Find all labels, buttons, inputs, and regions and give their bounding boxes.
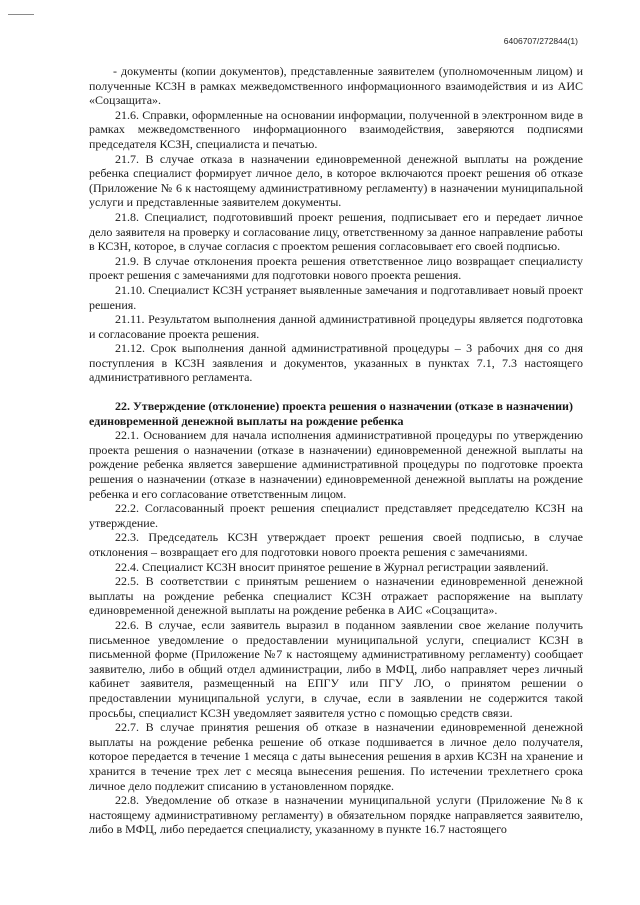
paragraph-22-2: 22.2. Согласованный проект решения специалист представляет председателю КСЗН на утверждение. bbox=[89, 501, 583, 530]
section-22-title-line2: единовременной денежной выплаты на рождение ребенка bbox=[89, 413, 404, 428]
paragraph-21-10: 21.10. Специалист КСЗН устраняет выявленные замечания и подготавливает новый проект решения. bbox=[89, 282, 583, 312]
paragraph-22-3: 22.3. Председатель КСЗН утверждает проект решения своей подписью, в случае отклонения – возвращает его для подготовки нового проекта решения с замечаниями. bbox=[89, 530, 583, 559]
paragraph-22-8: 22.8. Уведомление об отказе в назначении муниципальной услуги (Приложение №8 к настоящему административному регламенту) в обязательном порядке направляется заявителю, либо в МФЦ, либо передается специалисту, указанному в пункте 16.7 настоящего bbox=[89, 793, 583, 837]
paragraph-22-7: 22.7. В случае принятия решения об отказе в назначении единовременной денежной выплаты на рождение ребенка решение об отказе подшивается в личное дело получателя, которое передается в течение 1 месяца с даты вынесения решения в архив КСЗН на хранение и хранится в течение трех лет с месяца вынесения решения. По истечении трехлетнего срока личное дело подлежит списанию в установленном порядке. bbox=[89, 720, 583, 793]
paragraph-documents: - документы (копии документов), представленные заявителем (уполномоченным лицом) и полученные КСЗН в рамках межведомственного информационного взаимодействия и из АИС «Соцзащита». bbox=[89, 64, 583, 108]
paragraph-21-8: 21.8. Специалист, подготовивший проект решения, подписывает его и передает личное дело заявителя на проверку и согласование лицу, ответственному за данное направление работы в КСЗН, которое, в случае согласия с проектом решения согласовывает его своей подписью. bbox=[89, 209, 583, 254]
paragraph-22-6: 22.6. В случае, если заявитель выразил в поданном заявлении свое желание получить письменное уведомление о предоставлении муниципальной услуги, специалист КСЗН в письменной форме (Приложение №7 к настоящему административному регламенту) сообщает заявителю, либо в общий отдел администрации, либо в МФЦ, либо направляет через личный кабинет заявителя, размещенный на ЕПГУ или ПГУ ЛО, о принятом решении о предоставлении муниципальной услуги, в случае, если в заявлении не содержится такой просьбы, специалист КСЗН уведомляет заявителя устно с помощью средств связи. bbox=[89, 617, 583, 720]
document-body bbox=[89, 64, 583, 837]
section-22-title-line1: 22. Утверждение (отклонение) проекта решения о назначении (отказе в назначении) bbox=[115, 399, 573, 414]
scan-corner-mark bbox=[8, 14, 34, 15]
paragraph-21-6: 21.6. Справки, оформленные на основании информации, полученной в электронном виде в рамках межведомственного информационного взаимодействия, заверяются подписями председателя КСЗН, специалиста и печатью. bbox=[89, 107, 583, 151]
paragraph-22-5: 22.5. В соответствии с принятым решением о назначении единовременной денежной выплаты на рождение ребенка специалист КСЗН отражает распоряжение на выплату единовременной денежной выплаты на рождение ребенка в АИС «Соцзащита». bbox=[89, 574, 583, 618]
document-id: 6406707/272844(1) bbox=[503, 36, 578, 46]
paragraph-21-12: 21.12. Срок выполнения данной административной процедуры – 3 рабочих дня со дня поступления в КСЗН заявления и документов, указанных в пунктах 7.1, 7.3 настоящего административного регламента. bbox=[89, 341, 583, 385]
paragraph-22-1: 22.1. Основанием для начала исполнения административной процедуры по утверждению проекта решения о назначении (отказе в назначении) единовременной денежной выплаты на рождение ребенка является завершение административной процедуры по подготовке проекта решения о назначении (отказе в назначении) единовременной денежной выплаты на рождение ребенка и его согласование ответственным лицом. bbox=[89, 428, 583, 501]
paragraph-21-9: 21.9. В случае отклонения проекта решения ответственное лицо возвращает специалисту проект решения с замечаниями для подготовки нового проекта решения. bbox=[89, 253, 583, 283]
paragraph-21-11: 21.11. Результатом выполнения данной административной процедуры является подготовка и согласование проекта решения. bbox=[89, 312, 583, 341]
paragraph-22-4: 22.4. Специалист КСЗН вносит принятое решение в Журнал регистрации заявлений. bbox=[115, 559, 549, 574]
paragraph-21-7: 21.7. В случае отказа в назначении единовременной денежной выплаты на рождение ребенка специалист формирует личное дело, в которое включаются проект решения об отказе (Приложение № 6 к настоящему административному регламенту) в назначении муниципальной услуги и представленные заявителем документы. bbox=[89, 151, 583, 210]
section-22-title bbox=[89, 399, 583, 428]
